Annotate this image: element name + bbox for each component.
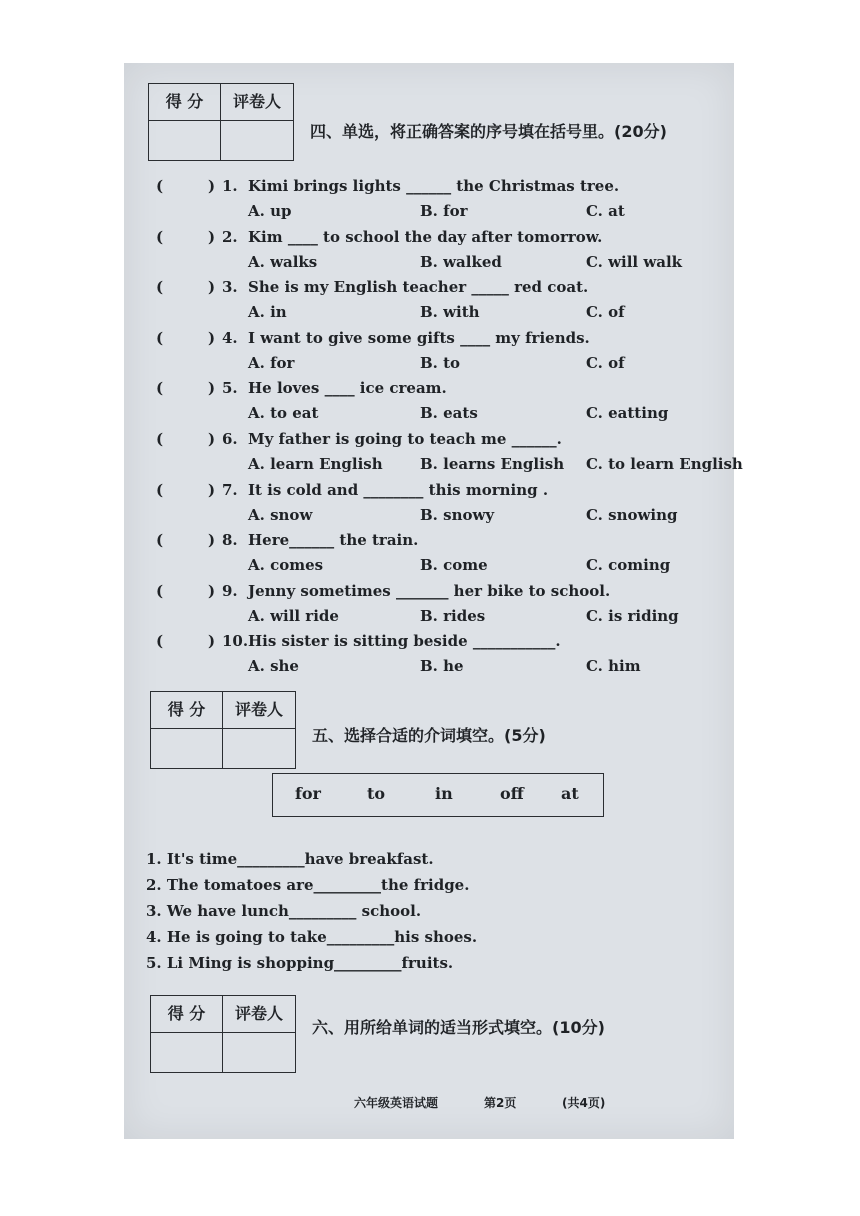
question-number: 1. xyxy=(222,177,238,195)
answer-option: C. of xyxy=(586,303,625,322)
score-label: 得 分 xyxy=(167,1004,206,1023)
fill-item: 5. Li Ming is shopping_________fruits. xyxy=(146,954,454,972)
question-number: 2. xyxy=(222,227,238,246)
answer-option: A. snow xyxy=(248,505,313,524)
answer-option: A. to eat xyxy=(248,404,319,423)
footer-subject: 六年级英语试题 xyxy=(354,1096,439,1110)
fill-item: 2. The tomatoes are_________the fridge. xyxy=(146,876,470,894)
answer-option: A. up xyxy=(248,202,292,220)
question-stem: It is cold and ________ this morning . xyxy=(248,480,549,499)
answer-option: C. eatting xyxy=(586,404,669,423)
answer-option: A. comes xyxy=(248,556,324,575)
answer-paren-open: ( xyxy=(156,177,164,195)
answer-paren-open: ( xyxy=(156,480,164,499)
footer-page: 第2页 xyxy=(484,1096,517,1110)
answer-option: B. learns English xyxy=(420,455,565,473)
answer-paren-close: ) xyxy=(208,278,216,297)
question-number: 10. xyxy=(222,632,249,651)
question-row xyxy=(124,177,734,227)
answer-paren-open: ( xyxy=(156,632,164,651)
score-label: 得 分 xyxy=(165,92,204,111)
question-stem: Kim ____ to school the day after tomorrow. xyxy=(248,227,603,246)
answer-option: C. of xyxy=(586,353,625,372)
score-label: 得 分 xyxy=(167,700,206,719)
question-number: 8. xyxy=(222,531,238,550)
grader-label: 评卷人 xyxy=(234,700,283,719)
word-bank-item: for xyxy=(295,784,321,803)
answer-option: B. come xyxy=(420,556,488,575)
answer-paren-open: ( xyxy=(156,278,164,297)
answer-paren-open: ( xyxy=(156,379,164,398)
word-bank xyxy=(272,773,604,817)
answer-paren-close: ) xyxy=(208,430,216,448)
section6-title: 六、用所给单词的适当形式填空。(10分) xyxy=(312,1018,605,1037)
question-stem: Jenny sometimes _______ her bike to school. xyxy=(248,581,611,600)
answer-paren-close: ) xyxy=(208,227,216,246)
answer-option: C. at xyxy=(586,202,625,220)
question-number: 5. xyxy=(222,379,238,398)
answer-option: B. walked xyxy=(420,252,502,271)
question-stem: His sister is sitting beside ___________. xyxy=(248,632,561,651)
answer-paren-open: ( xyxy=(156,531,164,550)
grader-label: 评卷人 xyxy=(232,92,281,111)
fill-item: 4. He is going to take_________his shoes. xyxy=(146,928,478,946)
word-bank-item: to xyxy=(367,784,386,803)
answer-option: B. rides xyxy=(420,606,486,625)
question-row xyxy=(124,430,743,480)
question-row xyxy=(124,531,734,581)
answer-option: B. snowy xyxy=(420,505,495,524)
answer-option: C. coming xyxy=(586,556,671,575)
answer-option: B. he xyxy=(420,657,464,676)
answer-option: C. to learn English xyxy=(586,455,743,473)
answer-paren-open: ( xyxy=(156,430,164,448)
answer-paren-open: ( xyxy=(156,581,164,600)
answer-paren-close: ) xyxy=(208,379,216,398)
answer-option: C. snowing xyxy=(586,505,678,524)
answer-option: A. walks xyxy=(248,252,318,271)
answer-option: B. for xyxy=(420,202,468,220)
question-number: 7. xyxy=(222,480,238,499)
word-bank-item: in xyxy=(435,784,453,803)
fill-item: 3. We have lunch_________ school. xyxy=(146,902,422,920)
question-number: 4. xyxy=(222,328,238,347)
answer-option: A. learn English xyxy=(248,455,383,473)
answer-option: A. for xyxy=(248,353,295,372)
question-stem: Here______ the train. xyxy=(248,531,419,550)
answer-option: A. in xyxy=(248,303,287,322)
question-row xyxy=(124,632,734,682)
question-stem: Kimi brings lights ______ the Christmas tree. xyxy=(248,177,620,195)
answer-paren-open: ( xyxy=(156,328,164,347)
question-row xyxy=(124,481,734,531)
answer-option: B. eats xyxy=(420,404,478,423)
answer-paren-close: ) xyxy=(208,531,216,550)
answer-paren-close: ) xyxy=(208,328,216,347)
question-stem: She is my English teacher _____ red coat. xyxy=(248,278,589,297)
section5-title: 五、选择合适的介词填空。(5分) xyxy=(312,726,546,745)
question-number: 3. xyxy=(222,278,238,297)
exam-page xyxy=(124,63,743,1139)
footer-total: (共4页) xyxy=(562,1096,606,1110)
score-box-section4 xyxy=(148,83,294,161)
answer-option: C. will walk xyxy=(586,252,683,271)
answer-paren-open: ( xyxy=(156,227,164,246)
question-row xyxy=(124,582,734,632)
section4-title: 四、单选，将正确答案的序号填在括号里。(20分) xyxy=(310,122,667,141)
answer-option: C. is riding xyxy=(586,606,679,625)
question-stem: He loves ____ ice cream. xyxy=(248,379,447,398)
score-box-section5 xyxy=(150,691,296,769)
answer-option: A. will ride xyxy=(248,606,339,625)
score-box-section6 xyxy=(150,995,296,1073)
answer-paren-close: ) xyxy=(208,632,216,651)
answer-paren-close: ) xyxy=(208,480,216,499)
question-number: 9. xyxy=(222,581,238,600)
question-stem: My father is going to teach me ______. xyxy=(248,430,562,448)
question-row xyxy=(124,278,734,328)
answer-paren-close: ) xyxy=(208,177,216,195)
grader-label: 评卷人 xyxy=(234,1004,283,1023)
answer-paren-close: ) xyxy=(208,581,216,600)
answer-option: B. to xyxy=(420,353,461,372)
answer-option: A. she xyxy=(248,657,299,676)
fill-item: 1. It's time_________have breakfast. xyxy=(146,850,434,868)
answer-option: C. him xyxy=(586,657,641,676)
question-number: 6. xyxy=(222,430,238,448)
question-row xyxy=(124,228,734,278)
answer-option: B. with xyxy=(420,303,480,322)
question-stem: I want to give some gifts ____ my friends. xyxy=(248,328,590,347)
question-row xyxy=(124,379,734,429)
word-bank-item: off xyxy=(500,784,524,803)
word-bank-item: at xyxy=(561,784,579,803)
question-row xyxy=(124,329,734,379)
